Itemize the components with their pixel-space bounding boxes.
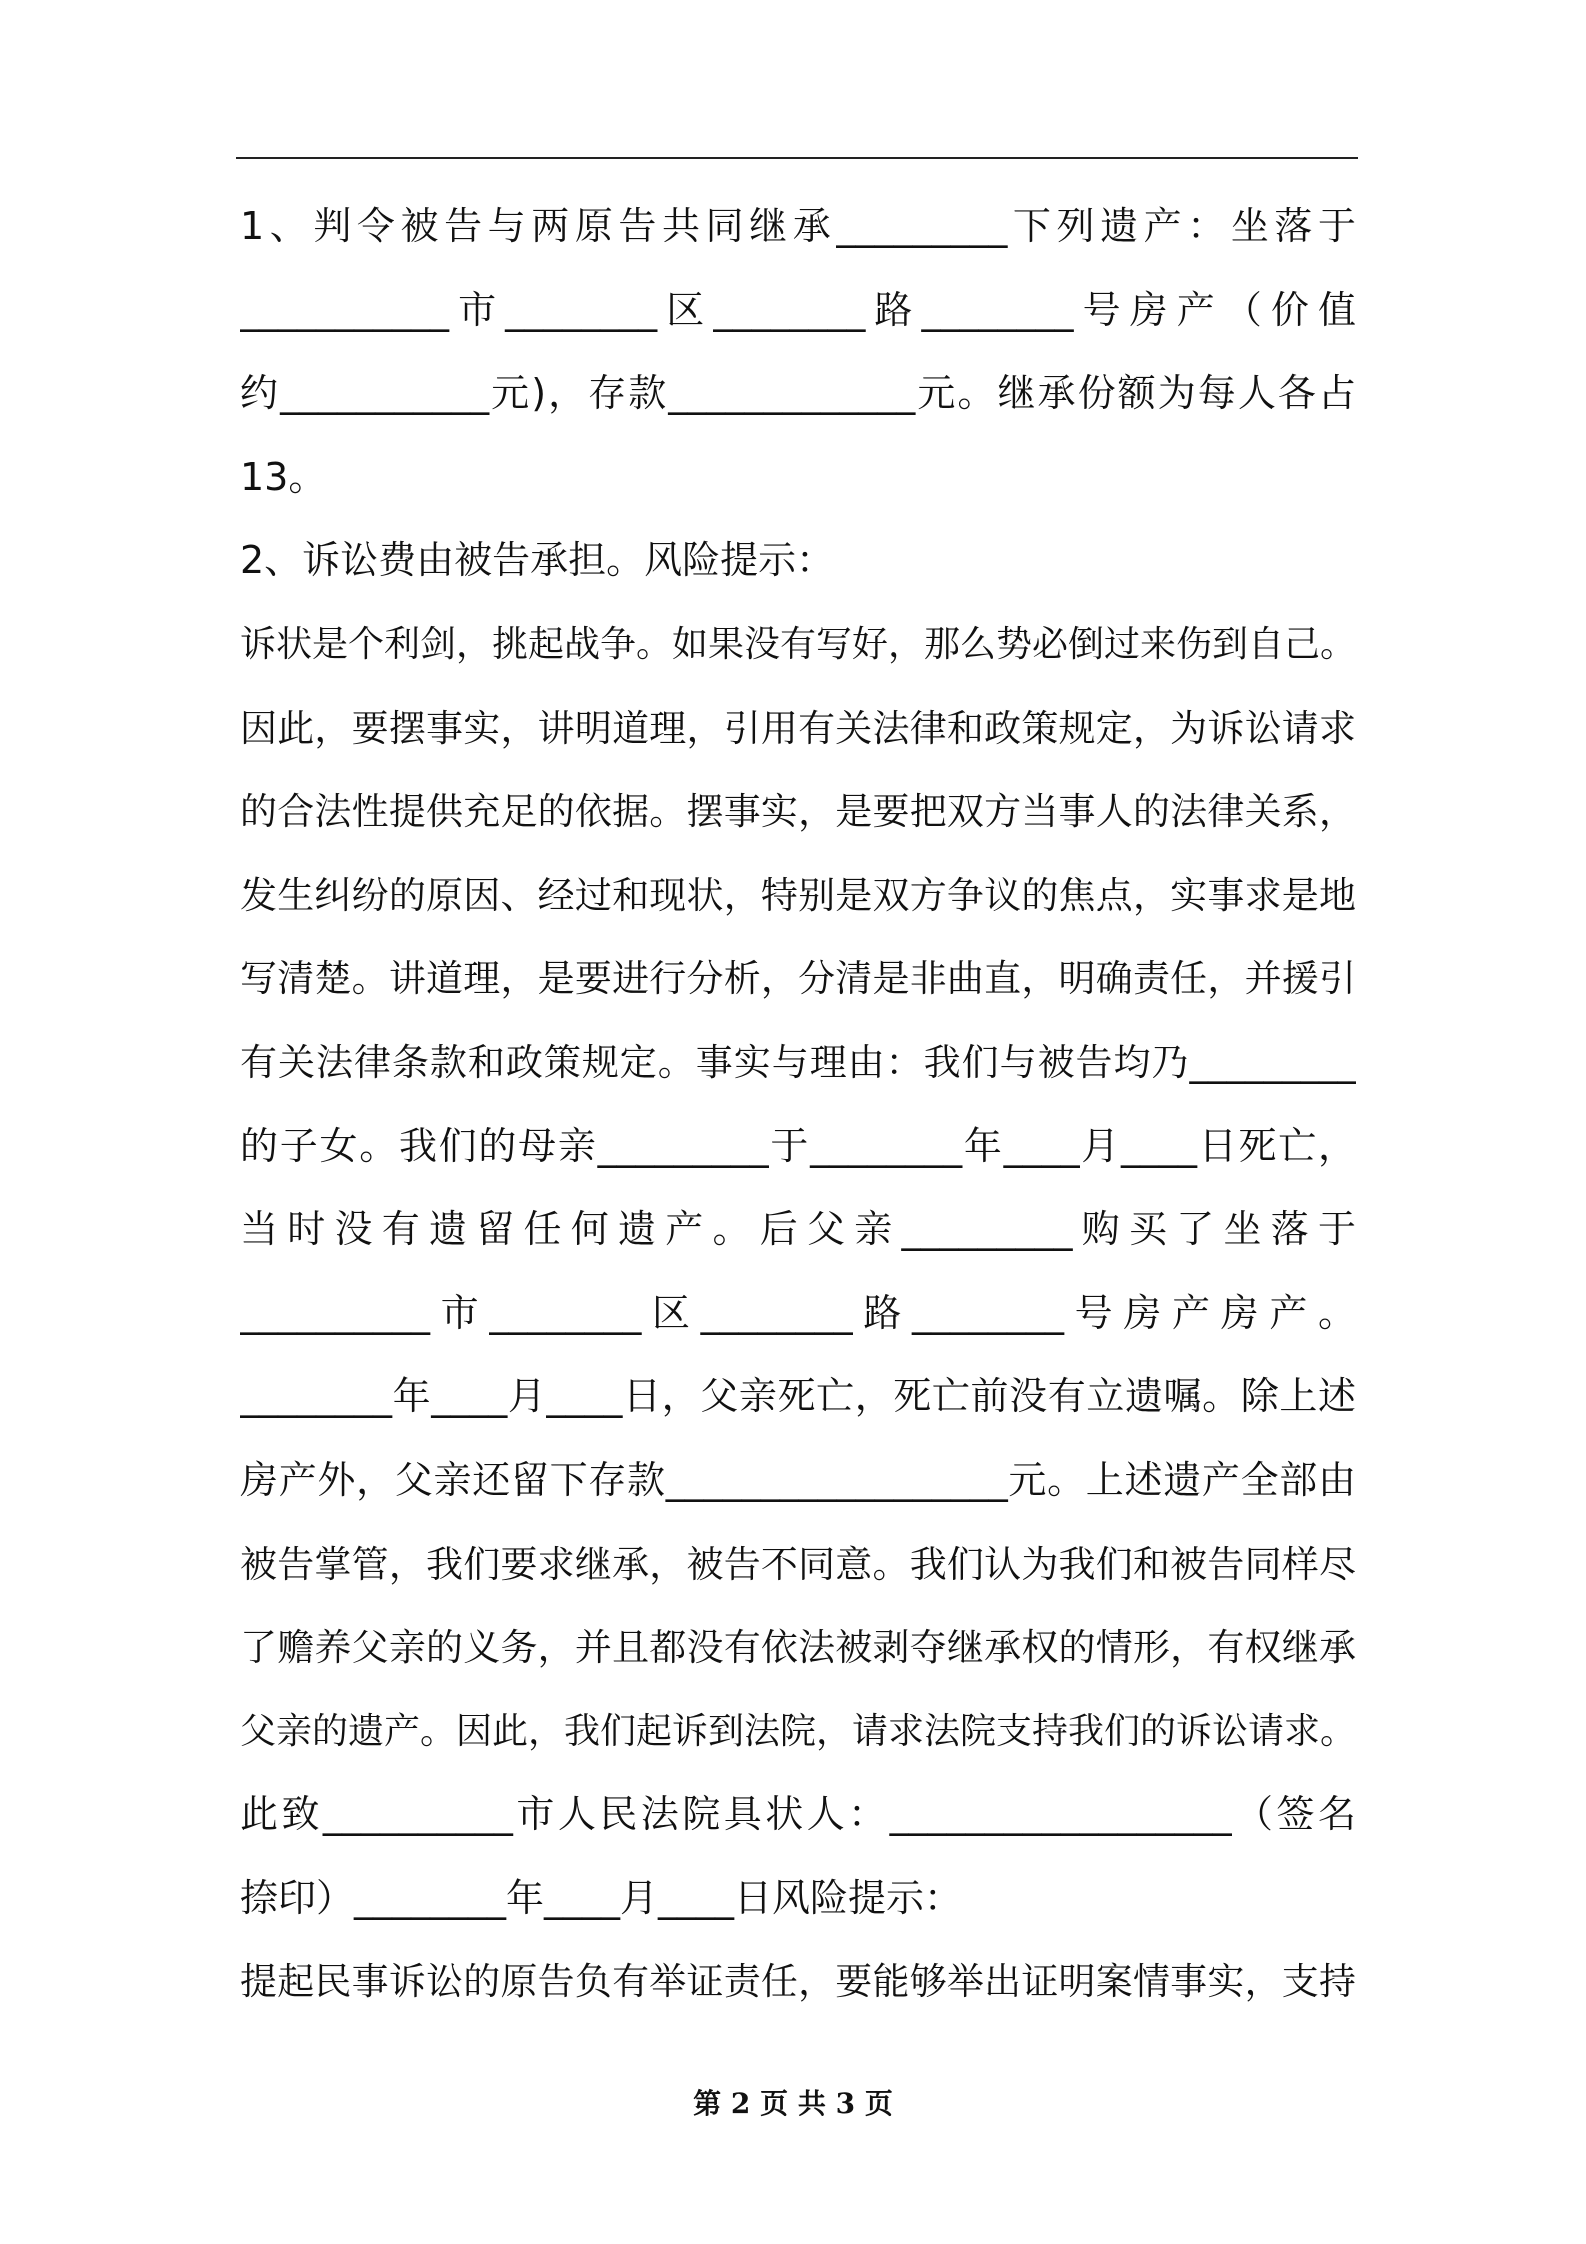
text-line: ___________市________区________路________号房产（价值: [240, 287, 1356, 332]
text-line: 提起民事诉讼的原告负有举证责任，要能够举出证明案情事实，支持: [240, 1960, 1356, 2004]
document-body: [240, 185, 1356, 2024]
text-line: 此致__________市人民法院具状人：__________________（签名: [240, 1792, 1356, 1837]
text-line: ________年____月____日，父亲死亡，死亡前没有立遗嘱。除上述: [240, 1374, 1356, 1419]
text-line: 被告掌管，我们要求继承，被告不同意。我们认为我们和被告同样尽: [240, 1542, 1356, 1586]
text-line: 的合法性提供充足的依据。摆事实，是要把双方当事人的法律关系，: [240, 790, 1356, 834]
text-line: 当时没有遗留任何遗产。后父亲_________购买了坐落于: [240, 1207, 1356, 1252]
text-line: 因此，要摆事实，讲明道理，引用有关法律和政策规定，为诉讼请求: [240, 706, 1356, 750]
text-line: 1、判令被告与两原告共同继承_________下列遗产：坐落于: [240, 204, 1356, 248]
text-line: 13。: [240, 454, 327, 499]
text-line: __________市________区________路________号房产房产。: [240, 1290, 1356, 1335]
text-line: 诉状是个利剑，挑起战争。如果没有写好，那么势必倒过来伤到自己。: [240, 623, 1356, 665]
text-line: 房产外，父亲还留下存款__________________元。上述遗产全部由: [240, 1457, 1356, 1502]
text-line: 写清楚。讲道理，是要进行分析，分清是非曲直，明确责任，并援引: [240, 957, 1356, 1001]
text-line: 捺印）________年____月____日风险提示：: [240, 1875, 963, 1920]
header-rule: [236, 157, 1358, 159]
page-footer: 第 2 页 共 3 页: [693, 2087, 893, 2120]
text-line: 了赡养父亲的义务，并且都没有依法被剥夺继承权的情形，有权继承: [240, 1626, 1356, 1670]
text-line: 父亲的遗产。因此，我们起诉到法院，请求法院支持我们的诉讼请求。: [240, 1710, 1356, 1752]
text-line: 2、诉讼费由被告承担。风险提示：: [240, 538, 835, 583]
text-line: 约___________元)，存款_____________元。继承份额为每人各占: [240, 371, 1356, 416]
text-line: 发生纠纷的原因、经过和现状，特别是双方争议的焦点，实事求是地: [240, 873, 1356, 917]
text-line: 的子女。我们的母亲_________于________年____月____日死亡，: [240, 1123, 1356, 1168]
text-line: 有关法律条款和政策规定。事实与理由：我们与被告均乃_________: [240, 1040, 1356, 1084]
